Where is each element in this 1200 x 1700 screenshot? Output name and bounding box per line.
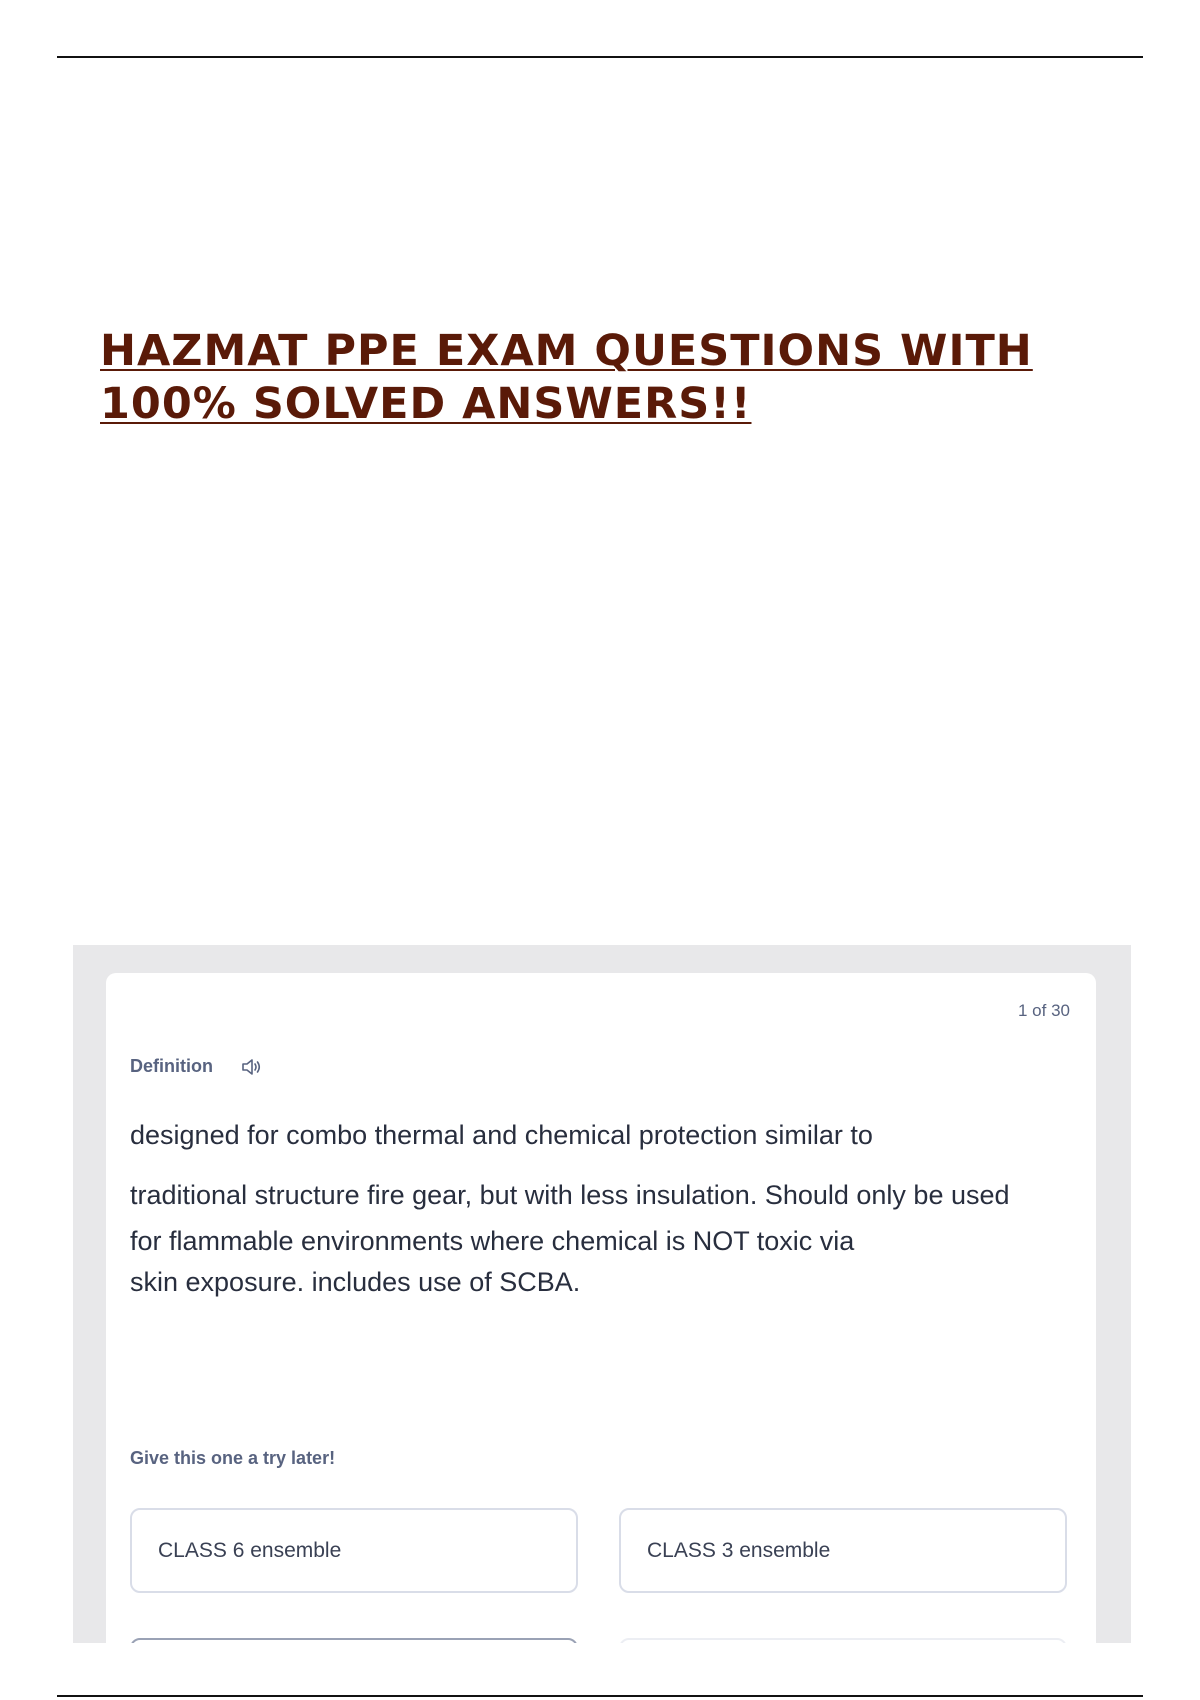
definition-line: designed for combo thermal and chemical protection similar to (130, 1120, 873, 1150)
flashcard-screenshot (73, 945, 1131, 1643)
answer-option-partial[interactable] (619, 1638, 1067, 1643)
speaker-icon[interactable] (241, 1058, 261, 1076)
title-line-2: 100% SOLVED ANSWERS!! (100, 379, 752, 429)
document-title (100, 325, 1100, 431)
flashcard (106, 973, 1096, 1643)
header-rule (57, 56, 1143, 58)
hint-text: Give this one a try later! (130, 1448, 336, 1468)
answer-option-label: CLASS 3 ensemble (647, 1538, 831, 1562)
card-side-header (130, 1056, 261, 1077)
footer-rule (57, 1695, 1143, 1697)
side-label: Definition (130, 1056, 213, 1076)
definition-line: traditional structure fire gear, but with less insulation. Should only be used (130, 1180, 1010, 1210)
card-counter: 1 of 30 (1018, 1001, 1070, 1020)
answer-option[interactable] (619, 1508, 1067, 1593)
answer-option-label: CLASS 6 ensemble (158, 1538, 342, 1562)
definition-line: for flammable environments where chemical is NOT toxic via (130, 1226, 855, 1256)
definition-text (130, 1105, 1080, 1301)
title-line-1: HAZMAT PPE EXAM QUESTIONS WITH (100, 326, 1033, 376)
answer-option-partial[interactable] (130, 1638, 578, 1643)
answer-option[interactable] (130, 1508, 578, 1593)
definition-line: skin exposure. includes use of SCBA. (130, 1267, 581, 1297)
